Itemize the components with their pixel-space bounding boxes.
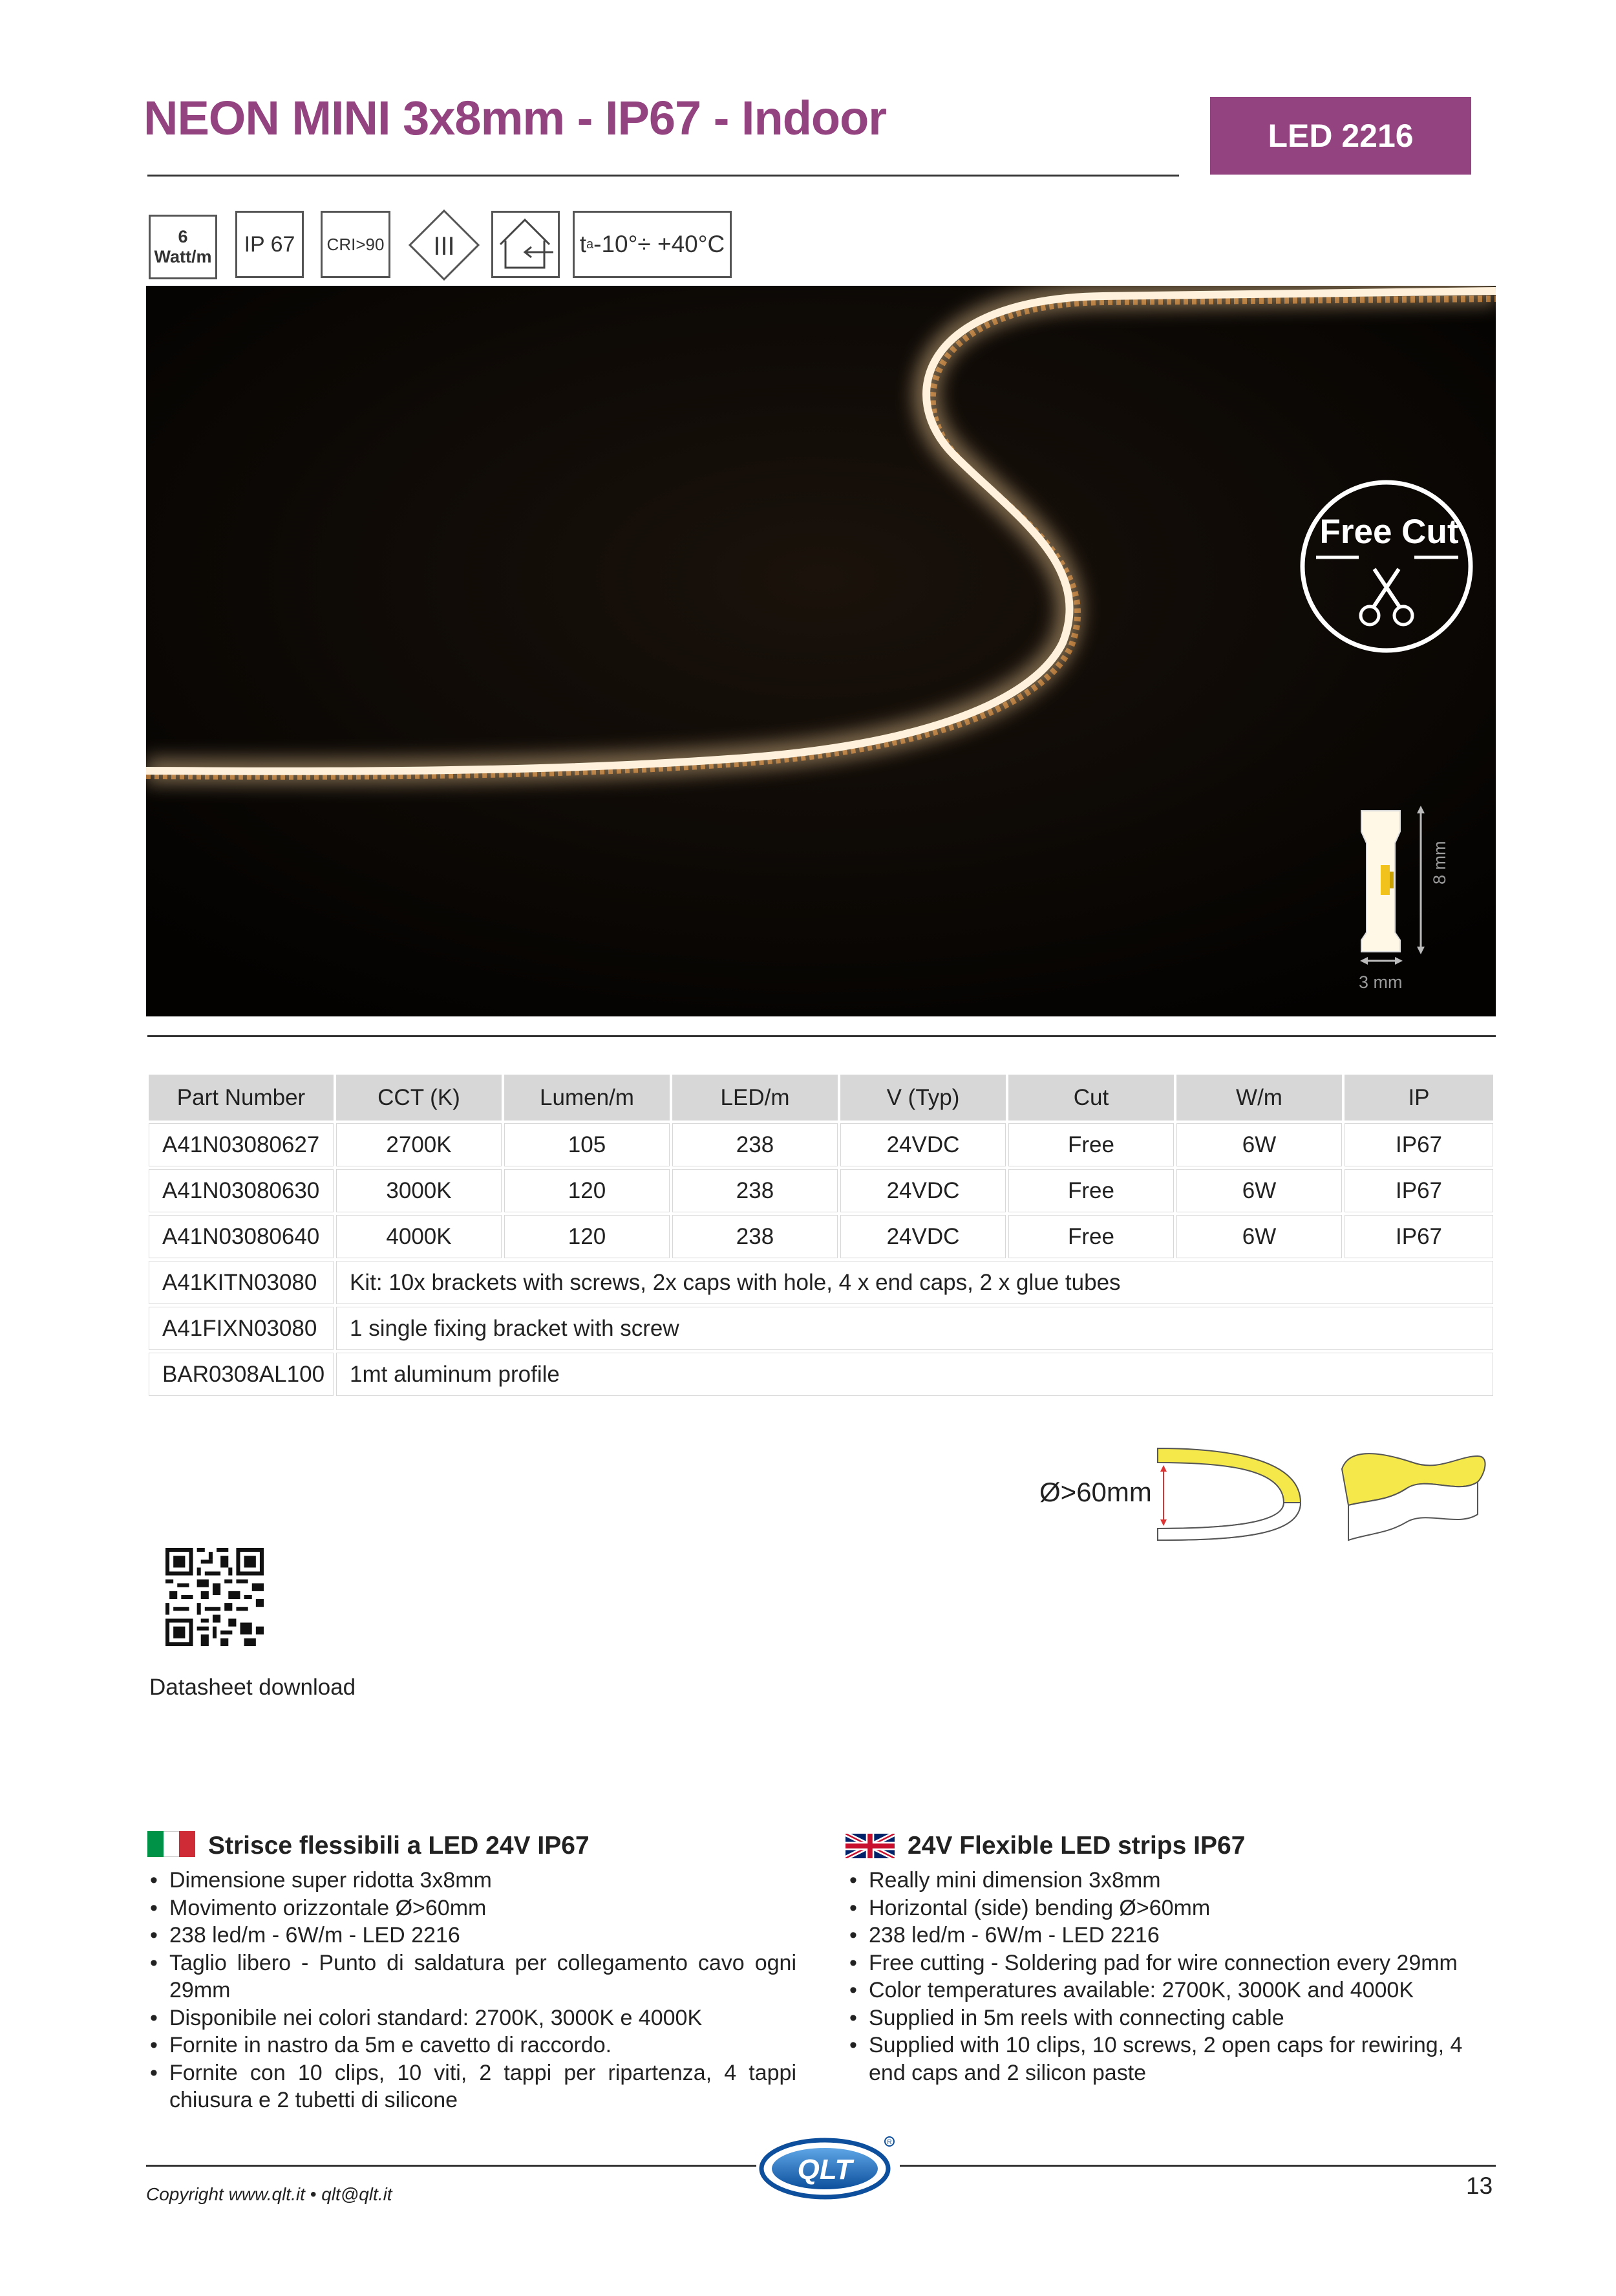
accessory-desc-cell: Kit: 10x brackets with screws, 2x caps with hole, 4 x end caps, 2 x glue tubes xyxy=(336,1261,1493,1304)
watt-unit: Watt/m xyxy=(154,247,212,266)
table-row xyxy=(149,1123,1493,1166)
temperature-spec-box xyxy=(573,211,732,278)
wattage-cell: 6W xyxy=(1176,1123,1342,1166)
svg-text:R: R xyxy=(887,2139,892,2146)
list-item: • Horizontal (side) bending Ø>60mm xyxy=(844,1894,1497,1922)
free-cut-label: Free Cut xyxy=(1319,513,1459,551)
cut-cell: Free xyxy=(1008,1169,1174,1212)
header-divider xyxy=(147,175,1179,177)
list-item: • Fornite in nastro da 5m e cavetto di raccordo. xyxy=(145,2032,796,2059)
wattage-cell: 6W xyxy=(1176,1169,1342,1212)
col-voltage: V (Typ) xyxy=(840,1075,1006,1121)
list-item: • Dimensione super ridotta 3x8mm xyxy=(145,1867,796,1894)
accessory-row xyxy=(149,1353,1493,1396)
list-item: • Fornite con 10 clips, 10 viti, 2 tappi per ripartenza, 4 tappi chiusura e 2 tubetti di silicone xyxy=(145,2059,796,2114)
part-number-cell: A41N03080630 xyxy=(149,1169,334,1212)
ip-spec-box: IP 67 xyxy=(235,211,304,278)
accessory-code-cell: A41FIXN03080 xyxy=(149,1307,334,1350)
indoor-house-icon xyxy=(491,211,560,278)
s-bending-icon xyxy=(1342,1454,1485,1540)
watt-value: 6 xyxy=(178,226,188,246)
voltage-cell: 24VDC xyxy=(840,1215,1006,1258)
cut-cell: Free xyxy=(1008,1123,1174,1166)
list-item: • Supplied in 5m reels with connecting cable xyxy=(844,2004,1497,2032)
product-photo xyxy=(146,286,1496,1016)
cct-cell: 4000K xyxy=(336,1215,502,1258)
temperature-subscript: a xyxy=(586,237,594,252)
italy-flag-icon xyxy=(147,1831,195,1857)
english-section-title: 24V Flexible LED strips IP67 xyxy=(908,1832,1246,1860)
section-divider xyxy=(147,1035,1496,1037)
col-cct: CCT (K) xyxy=(336,1075,502,1121)
italian-section-title: Strisce flessibili a LED 24V IP67 xyxy=(208,1832,590,1860)
product-table xyxy=(146,1072,1496,1399)
qr-code-icon xyxy=(165,1548,264,1646)
qr-caption: Datasheet download xyxy=(149,1675,356,1700)
footer-divider-left xyxy=(146,2165,756,2167)
uk-flag-icon xyxy=(845,1834,895,1858)
cct-cell: 3000K xyxy=(336,1169,502,1212)
led-cell: 238 xyxy=(672,1169,838,1212)
col-wattage: W/m xyxy=(1176,1075,1342,1121)
ip-cell: IP67 xyxy=(1345,1169,1493,1212)
dimension-width-label: 3 mm xyxy=(1359,972,1403,992)
class-iii-label: III xyxy=(433,232,455,261)
led-type-badge: LED 2216 xyxy=(1210,97,1471,175)
temperature-range: -10°÷ +40°C xyxy=(593,231,725,257)
part-number-cell: A41N03080627 xyxy=(149,1123,334,1166)
col-ip: IP xyxy=(1345,1075,1493,1121)
class-iii-icon xyxy=(407,208,481,282)
list-item: • Supplied with 10 clips, 10 screws, 2 open caps for rewiring, 4 end caps and 2 silicon paste xyxy=(844,2032,1497,2087)
accessory-row xyxy=(149,1307,1493,1350)
col-led: LED/m xyxy=(672,1075,838,1121)
wattage-cell: 6W xyxy=(1176,1215,1342,1258)
col-cut: Cut xyxy=(1008,1075,1174,1121)
table-row xyxy=(149,1169,1493,1212)
list-item: • 238 led/m - 6W/m - LED 2216 xyxy=(844,1922,1497,1949)
temperature-prefix: t xyxy=(579,231,586,257)
list-item: • Color temperatures available: 2700K, 3000K and 4000K xyxy=(844,1977,1497,2004)
copyright-text: Copyright www.qlt.it • qlt@qlt.it xyxy=(146,2184,392,2204)
side-bending-icon xyxy=(1158,1448,1301,1540)
list-item: • Movimento orizzontale Ø>60mm xyxy=(145,1894,796,1922)
list-item: • Taglio libero - Punto di saldatura per collegamento cavo ogni 29mm xyxy=(145,1949,796,2004)
qlt-logo-text: QLT xyxy=(797,2154,853,2185)
ip-cell: IP67 xyxy=(1345,1215,1493,1258)
accessory-code-cell: A41KITN03080 xyxy=(149,1261,334,1304)
english-feature-list xyxy=(844,1867,1497,2087)
neon-strip-illustration xyxy=(146,286,1496,1016)
accessory-row xyxy=(149,1261,1493,1304)
led-cell: 238 xyxy=(672,1215,838,1258)
table-header-row xyxy=(149,1075,1493,1121)
page-title: NEON MINI 3x8mm - IP67 - Indoor xyxy=(144,91,887,145)
voltage-cell: 24VDC xyxy=(840,1169,1006,1212)
lumen-cell: 105 xyxy=(504,1123,670,1166)
bending-illustration xyxy=(1154,1443,1497,1547)
list-item: • Disponibile nei colori standard: 2700K, 3000K e 4000K xyxy=(145,2004,796,2032)
page-number: 13 xyxy=(1466,2173,1493,2199)
list-item: • Really mini dimension 3x8mm xyxy=(844,1867,1497,1894)
watt-spec-box xyxy=(149,215,217,279)
lumen-cell: 120 xyxy=(504,1169,670,1212)
accessory-desc-cell: 1 single fixing bracket with screw xyxy=(336,1307,1493,1350)
col-lumen: Lumen/m xyxy=(504,1075,670,1121)
list-item: • 238 led/m - 6W/m - LED 2216 xyxy=(145,1922,796,1949)
cut-cell: Free xyxy=(1008,1215,1174,1258)
cri-spec-box: CRI>90 xyxy=(321,211,390,278)
col-part-number: Part Number xyxy=(149,1075,334,1121)
ip-cell: IP67 xyxy=(1345,1123,1493,1166)
dimension-height-label: 8 mm xyxy=(1430,841,1449,885)
part-number-cell: A41N03080640 xyxy=(149,1215,334,1258)
voltage-cell: 24VDC xyxy=(840,1123,1006,1166)
accessory-desc-cell: 1mt aluminum profile xyxy=(336,1353,1493,1396)
cct-cell: 2700K xyxy=(336,1123,502,1166)
list-item: • Free cutting - Soldering pad for wire connection every 29mm xyxy=(844,1949,1497,1977)
table-row xyxy=(149,1215,1493,1258)
italian-feature-list xyxy=(145,1867,796,2114)
bending-radius-label: Ø>60mm xyxy=(1039,1477,1152,1507)
footer-divider-right xyxy=(900,2165,1496,2167)
qlt-logo xyxy=(758,2134,898,2201)
led-cell: 238 xyxy=(672,1123,838,1166)
lumen-cell: 120 xyxy=(504,1215,670,1258)
accessory-code-cell: BAR0308AL100 xyxy=(149,1353,334,1396)
